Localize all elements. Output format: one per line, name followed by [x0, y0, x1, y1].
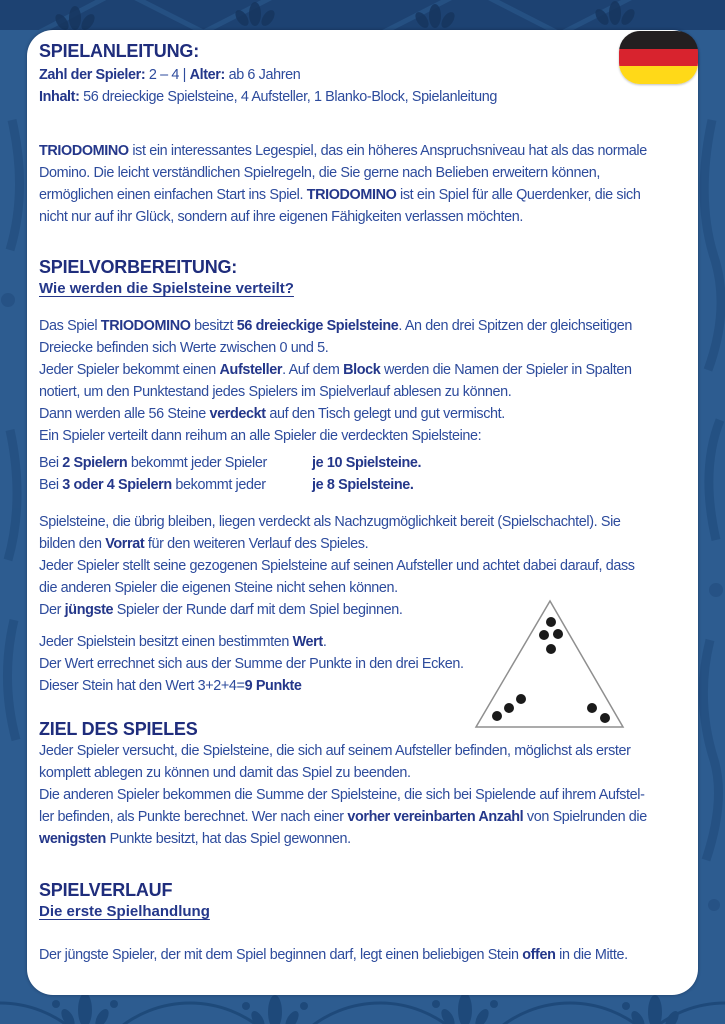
distribution-row [39, 452, 686, 474]
text-line: notiert, um den Punktestand jedes Spielers im Spielverlauf ablesen zu können. [39, 384, 512, 400]
text-line: Der Wert errechnet sich aus der Summe der Punkte in den drei Ecken. [39, 656, 464, 672]
intro-paragraph [39, 140, 686, 228]
text-line: TRIODOMINO ist ein interessantes Legespiel, das ein höheres Anspruchsniveau hat als das normale [39, 143, 647, 159]
distribution-condition: Bei 3 oder 4 Spielern bekommt jeder [39, 477, 266, 493]
distribution-condition: Bei 2 Spielern bekommt jeder Spieler [39, 455, 267, 471]
first-move-paragraph [39, 944, 686, 966]
subheading-verteilung: Wie werden die Spielsteine verteilt? [39, 280, 294, 297]
text-line: Jeder Spielstein besitzt einen bestimmten Wert. [39, 634, 327, 650]
section-heading-ziel: ZIEL DES SPIELES [39, 719, 198, 739]
setup-paragraph [39, 315, 686, 447]
text-line: Der jüngste Spieler der Runde darf mit dem Spiel beginnen. [39, 602, 403, 618]
text-line: komplett ablegen zu können und damit das Spiel zu beenden. [39, 765, 411, 781]
text-line: Spielsteine, die übrig bleiben, liegen verdeckt als Nachzugmöglichkeit bereit (Spielschachtel). Sie [39, 514, 621, 530]
text-line: Dann werden alle 56 Steine verdeckt auf den Tisch gelegt und gut vermischt. [39, 406, 505, 422]
section-heading-vorbereitung: SPIELVORBEREITUNG: [39, 257, 238, 277]
text-line: Domino. Die leicht verständlichen Spielregeln, die Sie gerne nach Belieben erweitern können, [39, 165, 601, 181]
page-title: SPIELANLEITUNG: [39, 41, 200, 61]
text-line: die anderen Spieler die eigenen Steine nicht sehen können. [39, 580, 398, 596]
text-line: Die anderen Spieler bekommen die Summe der Spielsteine, die sich bei Spielende auf ihrem Aufstel- [39, 787, 645, 803]
text-line: Dreiecke befinden sich Werte zwischen 0 und 5. [39, 340, 329, 356]
distribution-table [39, 452, 686, 496]
text-line: ermöglichen einen einfachen Start ins Spiel. TRIODOMINO ist ein Spiel für alle Querdenker, die sich [39, 187, 641, 203]
text-line: ler befinden, als Punkte berechnet. Wer nach einer vorher vereinbarten Anzahl von Spielrunden die [39, 809, 647, 825]
players-age-line: Zahl der Spieler: 2 – 4 | Alter: ab 6 Jahren [39, 67, 301, 83]
section-heading-verlauf: SPIELVERLAUF [39, 880, 173, 900]
text-line: bilden den Vorrat für den weiteren Verlauf des Spieles. [39, 536, 369, 552]
text-line: Das Spiel TRIODOMINO besitzt 56 dreieckige Spielsteine. An den drei Spitzen der gleichseitigen [39, 318, 632, 334]
text-line: nicht nur auf ihr Glück, sondern auf ihre eigenen Fähigkeiten verlassen möchten. [39, 209, 523, 225]
text-line: Dieser Stein hat den Wert 3+2+4=9 Punkte [39, 678, 302, 694]
text-line: Jeder Spieler bekommt einen Aufsteller. Auf dem Block werden die Namen der Spieler in Spalten [39, 362, 632, 378]
distribution-row [39, 474, 686, 496]
stone-value-paragraph [39, 631, 471, 697]
text-line: Ein Spieler verteilt dann reihum an alle Spieler die verdeckten Spielsteine: [39, 428, 482, 444]
instruction-text [27, 30, 698, 995]
text-line: Jeder Spieler versucht, die Spielsteine, die sich auf seinem Aufsteller befinden, möglichst als erster [39, 743, 631, 759]
text-line: Jeder Spieler stellt seine gezogenen Spielsteine auf seinen Aufsteller und achtet dabei darauf, dass [39, 558, 635, 574]
distribution-amount: je 10 Spielsteine. [312, 455, 422, 471]
stock-paragraph [39, 511, 686, 621]
distribution-amount: je 8 Spielsteine. [312, 477, 414, 493]
ziel-paragraph [39, 740, 686, 850]
content-panel [27, 30, 698, 995]
text-line: Der jüngste Spieler, der mit dem Spiel beginnen darf, legt einen beliebigen Stein offen in die Mitte. [39, 947, 628, 963]
text-line: wenigsten Punkte besitzt, hat das Spiel gewonnen. [39, 831, 351, 847]
subheading-erste-spielhandlung: Die erste Spielhandlung [39, 903, 210, 920]
contents-line: Inhalt: 56 dreieckige Spielsteine, 4 Aufsteller, 1 Blanko-Block, Spielanleitung [39, 89, 497, 105]
